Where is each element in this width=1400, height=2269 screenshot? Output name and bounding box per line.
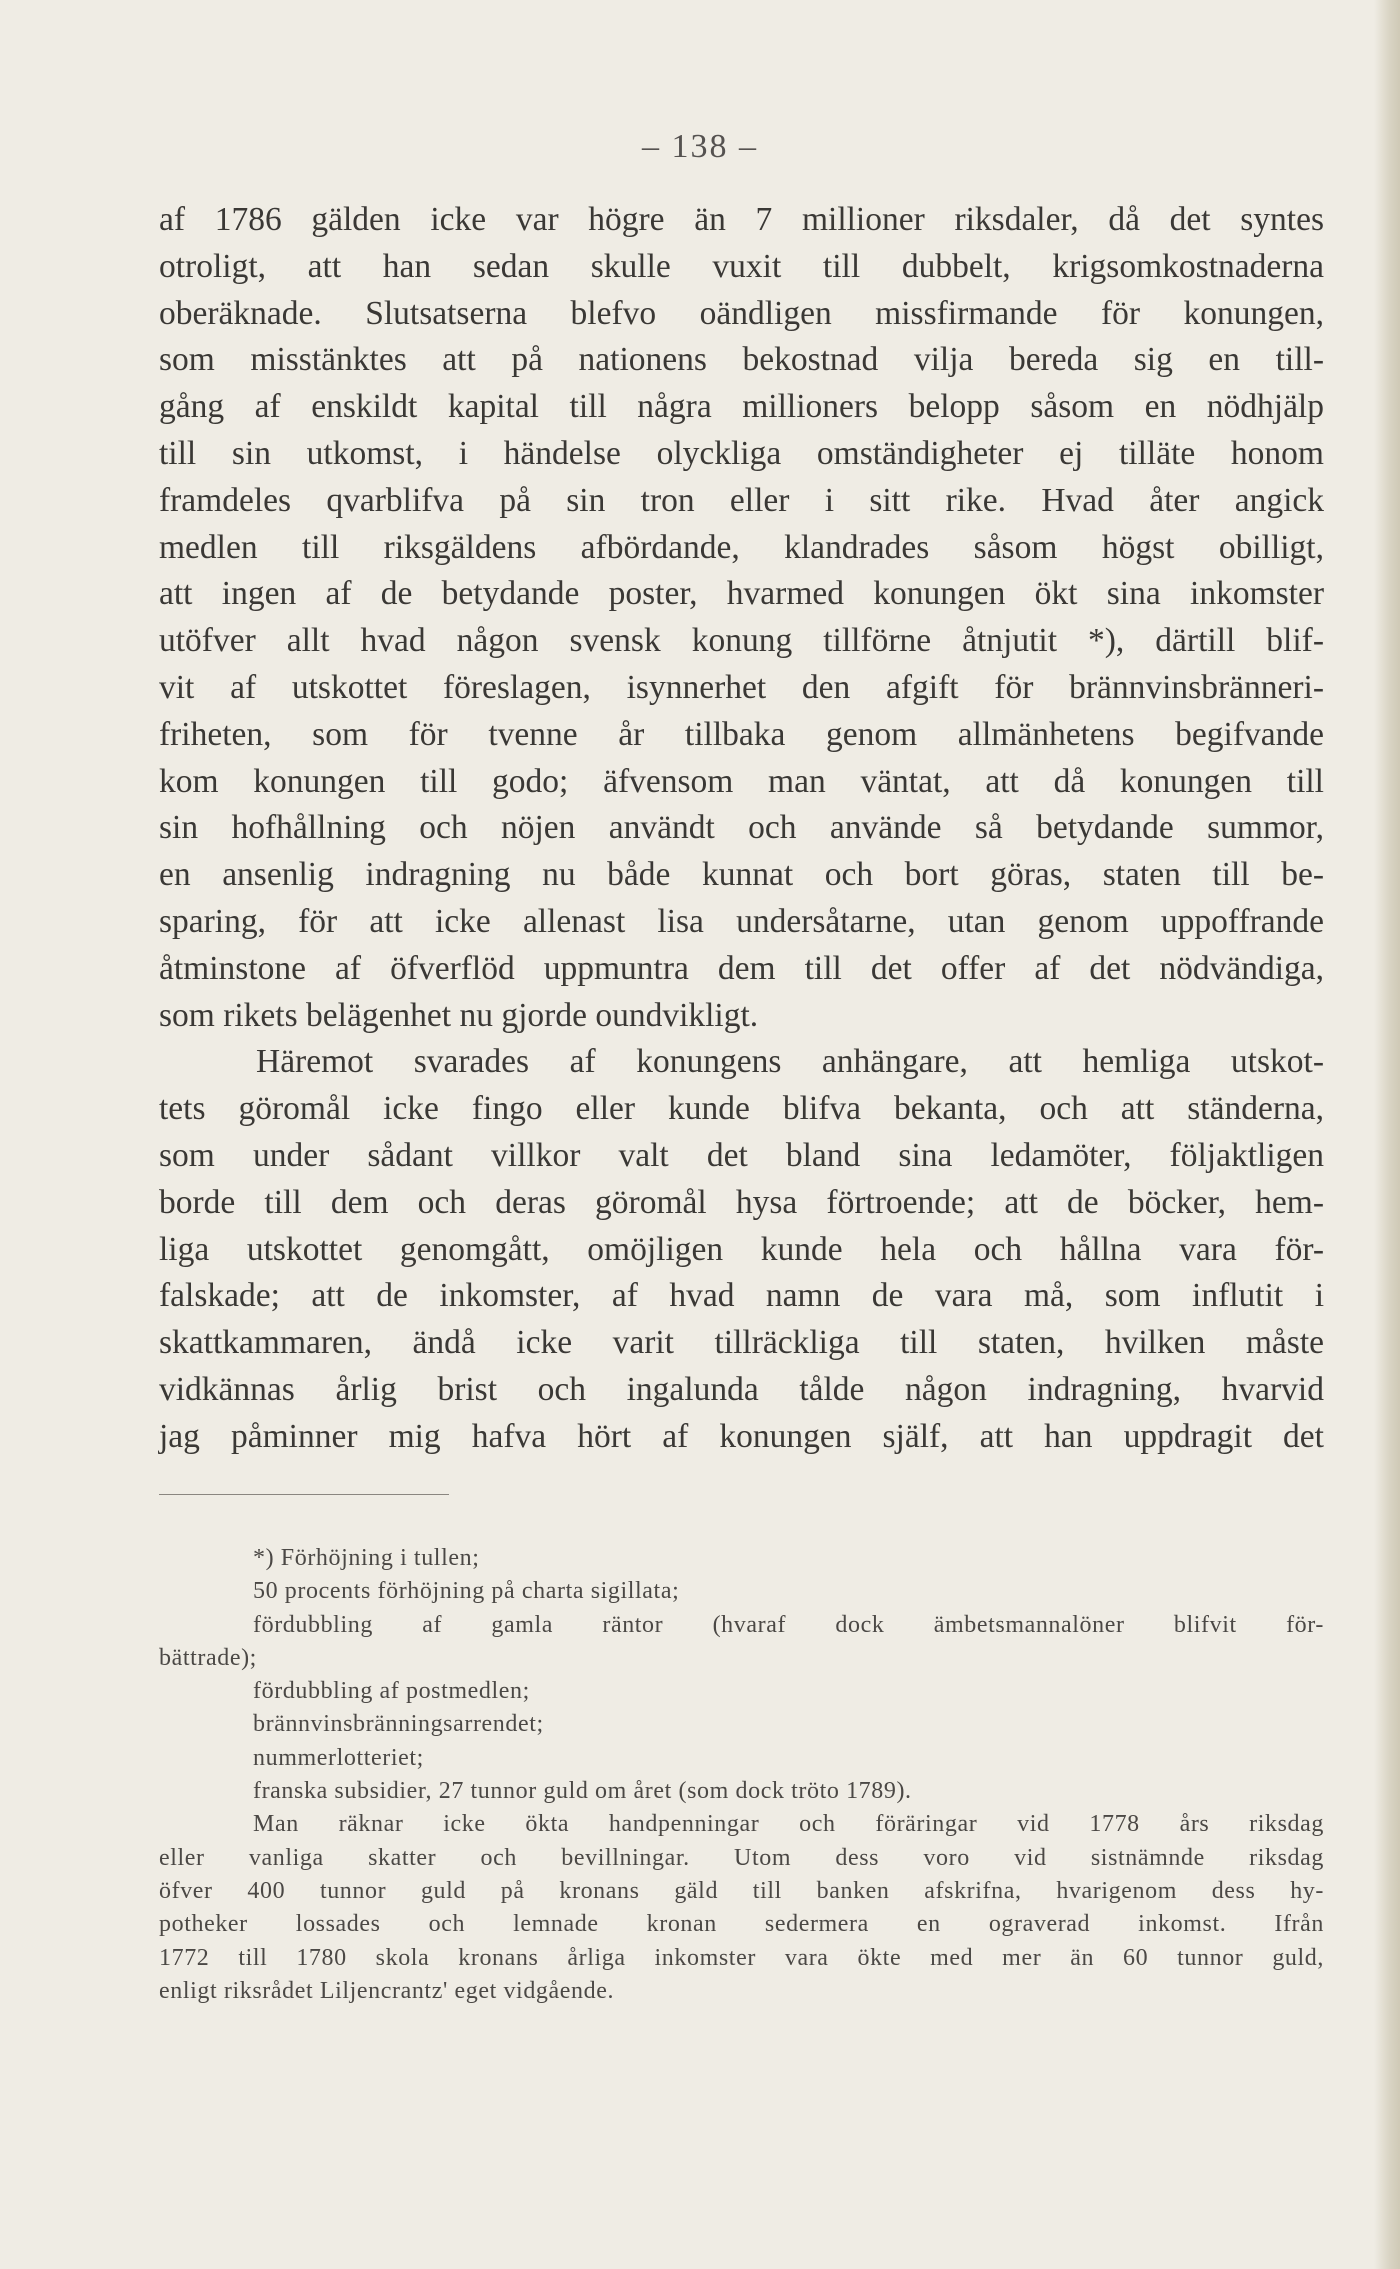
footnote-line: enligt riksrådet Liljencrantz' eget vidgående. xyxy=(159,1977,615,2004)
page-edge xyxy=(1374,0,1400,2269)
text-line: som rikets belägenhet nu gjorde oundvikligt. xyxy=(159,996,759,1034)
text-line: sparing, för att icke allenast lisa undersåtarne, utan genom uppoffrande xyxy=(159,902,1324,940)
text-line: oberäknade. Slutsatserna blefvo oändligen missfirmande för konungen, xyxy=(159,294,1324,332)
text-line: liga utskottet genomgått, omöjligen kunde hela och hållna vara för- xyxy=(159,1230,1324,1268)
footnote-line: fördubbling af postmedlen; xyxy=(253,1678,530,1705)
footnote-line: 1772 till 1780 skola kronans årliga inkomster vara ökte med mer än 60 tunnor guld, xyxy=(159,1944,1324,1971)
text-line: Häremot svarades af konungens anhängare, att hemliga utskot- xyxy=(256,1043,1324,1081)
footnote-line: eller vanliga skatter och bevillningar. Utom dess voro vid sistnämnde riksdag xyxy=(159,1844,1324,1871)
text-line: sin hofhållning och nöjen användt och använde så betydande summor, xyxy=(159,809,1324,847)
text-line: en ansenlig indragning nu både kunnat och bort göras, staten till be- xyxy=(159,856,1324,894)
footnote-line: 50 procents förhöjning på charta sigillata; xyxy=(253,1578,680,1605)
footnote-line: potheker lossades och lemnade kronan sedermera en ograverad inkomst. Ifrån xyxy=(159,1911,1324,1938)
body-text xyxy=(159,197,1324,1461)
page-number: – 138 – xyxy=(642,128,758,165)
footnote-line: *) Förhöjning i tullen; xyxy=(253,1545,480,1571)
footnote-line: nummerlotteriet; xyxy=(253,1744,424,1771)
footnote-line: öfver 400 tunnor guld på kronans gäld till banken afskrifna, hvarigenom dess hy- xyxy=(159,1877,1324,1904)
text-line: tets göromål icke fingo eller kunde blifva bekanta, och att ständerna, xyxy=(159,1090,1324,1128)
footnote-line: fördubbling af gamla räntor (hvaraf dock ämbetsmannalöner blifvit för- xyxy=(253,1611,1324,1638)
text-line: borde till dem och deras göromål hysa förtroende; att de böcker, hem- xyxy=(159,1183,1324,1221)
footnotes xyxy=(159,1542,1324,2008)
text-line: som misstänktes att på nationens bekostnad vilja bereda sig en till- xyxy=(159,341,1324,379)
text-line: medlen till riksgäldens afbördande, klandrades såsom högst obilligt, xyxy=(159,528,1324,566)
footnote-line: bättrade); xyxy=(159,1644,257,1671)
text-line: jag påminner mig hafva hört af konungen själf, att han uppdragit det xyxy=(159,1417,1324,1455)
text-line: skattkammaren, ändå icke varit tillräckliga till staten, hvilken måste xyxy=(159,1324,1324,1362)
text-line: vit af utskottet föreslagen, isynnerhet den afgift för brännvinsbränneri- xyxy=(159,668,1324,706)
footnote-rule xyxy=(159,1494,449,1495)
text-line: som under sådant villkor valt det bland sina ledamöter, följaktligen xyxy=(159,1136,1324,1174)
text-line: att ingen af de betydande poster, hvarmed konungen ökt sina inkomster xyxy=(159,575,1324,613)
text-line: falskade; att de inkomster, af hvad namn de vara må, som influtit i xyxy=(159,1277,1324,1315)
text-line: kom konungen till godo; äfvensom man väntat, att då konungen till xyxy=(159,762,1324,800)
footnote-line: Man räknar icke ökta handpenningar och föräringar vid 1778 års riksdag xyxy=(253,1811,1324,1838)
text-line: åtminstone af öfverflöd uppmuntra dem till det offer af det nödvändiga, xyxy=(159,949,1324,987)
text-line: af 1786 gälden icke var högre än 7 millioner riksdaler, då det syntes xyxy=(159,201,1324,238)
text-line: otroligt, att han sedan skulle vuxit till dubbelt, krigsomkostnaderna xyxy=(159,247,1324,285)
footnote-line: brännvinsbränningsarrendet; xyxy=(253,1711,544,1738)
text-line: friheten, som för tvenne år tillbaka genom allmänhetens begifvande xyxy=(159,715,1324,753)
footnote-line: franska subsidier, 27 tunnor guld om året (som dock tröto 1789). xyxy=(253,1778,912,1805)
text-line: till sin utkomst, i händelse olyckliga omständigheter ej tilläte honom xyxy=(159,434,1324,472)
text-line: framdeles qvarblifva på sin tron eller i sitt rike. Hvad åter angick xyxy=(159,481,1324,519)
text-line: gång af enskildt kapital till några millioners belopp såsom en nödhjälp xyxy=(159,388,1324,426)
text-line: utöfver allt hvad någon svensk konung tillförne åtnjutit *), därtill blif- xyxy=(159,622,1324,660)
text-line: vidkännas årlig brist och ingalunda tålde någon indragning, hvarvid xyxy=(159,1370,1324,1408)
